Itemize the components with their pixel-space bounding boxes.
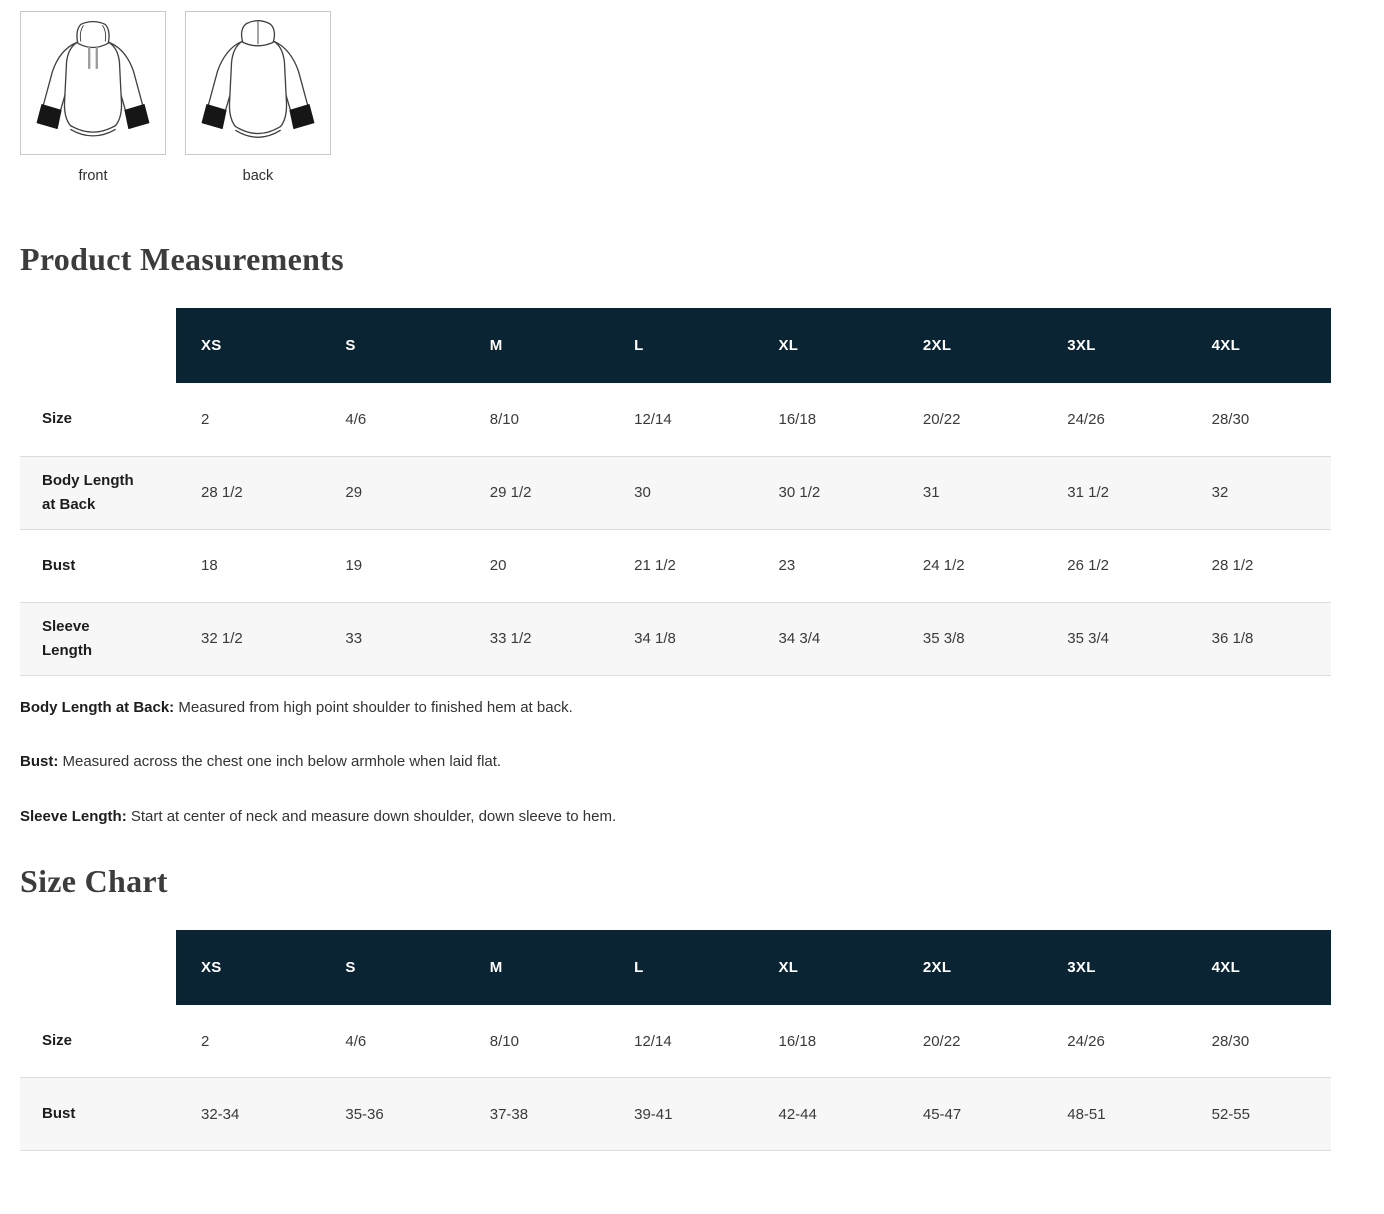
back-view-label: back (242, 168, 274, 184)
measurement-value: 30 (634, 484, 651, 501)
table-row (20, 1005, 1331, 1078)
measurement-value: 29 (345, 484, 363, 501)
measurement-value: 28/30 (1211, 1032, 1250, 1050)
measurement-value: 24/26 (1067, 1032, 1105, 1050)
size-chart-title: Size Chart (20, 862, 168, 899)
garment-front-illustration (24, 15, 162, 151)
measurement-value: 12/14 (634, 410, 672, 428)
measurement-value: 34 3/4 (778, 630, 821, 647)
row-label: Bust (42, 556, 76, 574)
measurement-value: 29 1/2 (489, 484, 532, 501)
column-header: M (465, 308, 609, 383)
column-header: L (609, 930, 753, 1005)
measurement-value: 2 (201, 410, 210, 428)
measurement-notes (20, 699, 1364, 827)
measurement-value: 24 1/2 (922, 557, 965, 574)
header-spacer-cell (20, 308, 176, 383)
measurement-value: 32 (1211, 484, 1229, 501)
note-text: Start at center of neck and measure down shoulder, down sleeve to hem. (130, 808, 617, 825)
product-thumbnail-front (20, 11, 166, 184)
column-header: 4XL (1187, 930, 1331, 1005)
measurement-value: 31 1/2 (1067, 484, 1109, 501)
measurement-value: 34 1/8 (634, 630, 676, 647)
row-label: Bust (42, 1105, 76, 1123)
column-header: L (609, 308, 753, 383)
measurement-value: 35 3/4 (1067, 630, 1109, 647)
column-header: XL (754, 308, 898, 383)
measurement-value: 8/10 (489, 410, 519, 428)
measurement-value: 20/22 (922, 410, 961, 428)
measurement-value: 2 (201, 1032, 210, 1050)
measurement-value: 36 1/8 (1211, 630, 1254, 647)
garment-back-illustration (189, 15, 327, 151)
measurement-value: 24/26 (1067, 410, 1105, 428)
measurement-value: 33 1/2 (489, 630, 532, 647)
measurement-value: 21 1/2 (634, 557, 676, 574)
table-header-row (20, 930, 1331, 1005)
row-label: Size (42, 410, 73, 428)
measurement-value: 35 3/8 (922, 630, 965, 647)
table-header-row (20, 308, 1331, 383)
column-header: S (320, 308, 464, 383)
column-header: 2XL (898, 930, 1042, 1005)
note-term: Sleeve Length: (20, 808, 127, 825)
column-header: 4XL (1187, 308, 1331, 383)
measurement-value: 20 (489, 557, 507, 574)
note-text: Measured across the chest one inch below armhole when laid flat. (62, 753, 502, 771)
product-measurements-title: Product Measurements (20, 241, 344, 277)
row-label: Size (42, 1032, 73, 1049)
product-view-thumbnails (20, 11, 1364, 184)
measurement-value: 42-44 (778, 1105, 817, 1123)
measurement-value: 4/6 (345, 410, 367, 428)
measurement-value: 16/18 (778, 1032, 817, 1050)
product-measurements-table (20, 308, 1331, 676)
measurement-value: 32 1/2 (201, 630, 243, 647)
size-chart-table (20, 930, 1331, 1152)
measurement-value: 37-38 (489, 1105, 529, 1123)
column-header: XS (176, 308, 320, 383)
table-row (20, 1078, 1331, 1151)
note-term: Bust: (20, 753, 59, 771)
measurement-value: 30 1/2 (778, 484, 821, 501)
measurement-value: 52-55 (1211, 1105, 1250, 1123)
measurement-value: 39-41 (634, 1105, 673, 1123)
measurement-value: 31 (922, 484, 940, 501)
measurement-value: 19 (345, 557, 363, 574)
note-term: Body Length at Back: (20, 698, 175, 716)
measurement-value: 48-51 (1067, 1105, 1106, 1123)
front-view-label: front (78, 168, 108, 184)
measurement-value: 20/22 (922, 1032, 961, 1050)
column-header: S (320, 930, 464, 1005)
table-row (20, 602, 1331, 675)
column-header: XL (754, 930, 898, 1005)
measurement-value: 32-34 (201, 1105, 240, 1123)
measurement-note (20, 753, 1364, 772)
back-view-image[interactable] (185, 11, 331, 155)
row-label: Body Length at Back (42, 471, 134, 513)
column-header: 3XL (1042, 308, 1186, 383)
product-thumbnail-back (185, 11, 331, 184)
measurement-value: 16/18 (778, 410, 817, 428)
measurement-value: 18 (201, 557, 218, 574)
measurement-value: 33 (345, 630, 363, 647)
note-text: Measured from high point shoulder to finished hem at back. (178, 698, 573, 716)
table-row (20, 456, 1331, 529)
measurement-note (20, 808, 1364, 827)
measurement-value: 23 (778, 557, 796, 574)
measurement-value: 26 1/2 (1067, 557, 1109, 574)
row-label: Sleeve Length (42, 617, 92, 659)
header-spacer-cell (20, 930, 176, 1005)
measurement-value: 28/30 (1211, 410, 1250, 428)
measurement-value: 12/14 (634, 1032, 672, 1050)
table-row (20, 383, 1331, 456)
table-row (20, 529, 1331, 602)
measurement-value: 45-47 (922, 1105, 962, 1123)
measurement-value: 28 1/2 (1211, 557, 1254, 574)
measurement-value: 35-36 (345, 1105, 384, 1123)
column-header: XS (176, 930, 320, 1005)
column-header: 3XL (1042, 930, 1186, 1005)
front-view-image[interactable] (20, 11, 166, 155)
column-header: 2XL (898, 308, 1042, 383)
measurement-value: 4/6 (345, 1032, 367, 1050)
column-header: M (465, 930, 609, 1005)
measurement-value: 28 1/2 (201, 484, 243, 501)
measurement-note (20, 699, 1364, 718)
measurement-value: 8/10 (489, 1032, 519, 1050)
